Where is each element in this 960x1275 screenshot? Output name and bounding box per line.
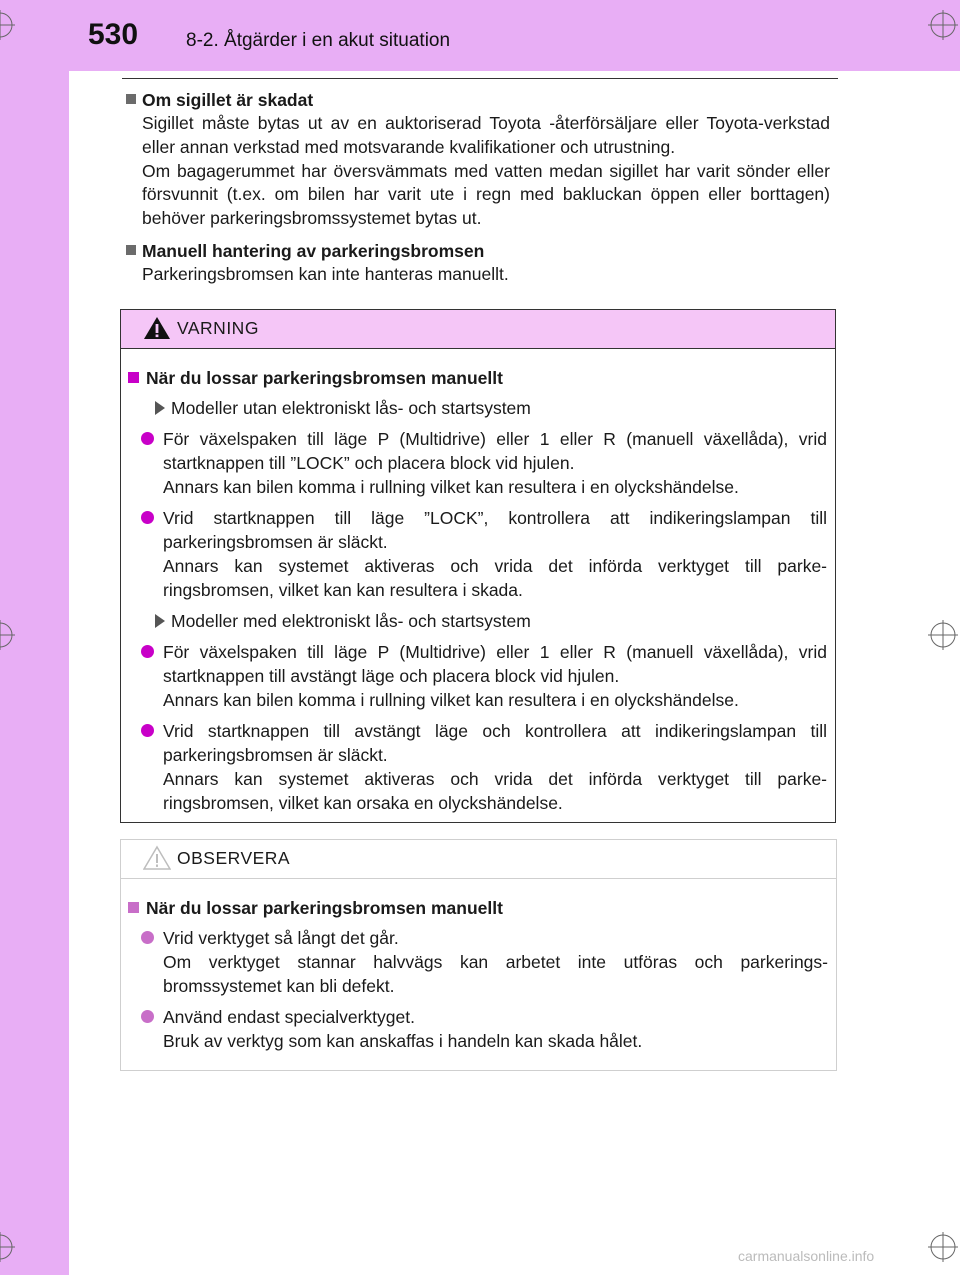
notice-title: OBSERVERA bbox=[177, 848, 291, 868]
intro-paragraph: Parkeringsbromsen kan inte hanteras manuellt. bbox=[142, 263, 509, 284]
intro-heading: Manuell hantering av parkeringsbromsen bbox=[122, 239, 838, 263]
crop-mark-icon bbox=[0, 1232, 15, 1262]
warning-bullet: För växelspaken till läge P (Multidrive) eller 1 eller R (manuell växellåda), vrid startknappen till ”LOCK” och placera block vid hjulen. Annars kan bilen komma i rullning vilket kan resultera i en olyckshändelse. bbox=[141, 427, 827, 499]
notice-heading: När du lossar parkeringsbromsen manuellt bbox=[121, 896, 828, 920]
model-label: Modeller utan elektroniskt lås- och startsystem bbox=[155, 396, 827, 420]
square-bullet-icon bbox=[126, 94, 136, 104]
caution-triangle-icon bbox=[143, 845, 171, 871]
crop-mark-icon bbox=[0, 620, 15, 650]
notice-bullet: Använd endast specialverktyget. Bruk av verktyg som kan anskaffas i handeln kan skada hålet. bbox=[141, 1005, 828, 1053]
warning-bullet: Vrid startknappen till avstängt läge och kontrollera att indikeringslampan till parkeringsbromsen är släckt. Annars kan systemet aktiveras och vrida det införda verktyget till parke-ringsbromsen, vilket kan orsaka en olyckshändelse. bbox=[141, 719, 827, 815]
top-color-band bbox=[0, 0, 960, 71]
arrow-right-icon bbox=[155, 614, 165, 628]
crop-mark-icon bbox=[928, 620, 958, 650]
crop-mark-icon bbox=[0, 10, 15, 40]
intro-paragraph: Om bagagerummet har översvämmats med vatten medan sigillet har varit sönder eller försvunnit (t.ex. om bilen har varit ute i regn med bakluckan öppen eller borttagen) behöver parkeringsbromssystemet bytas ut. bbox=[142, 160, 830, 229]
page-number: 530 bbox=[88, 18, 139, 51]
section-title: 8-2. Åtgärder i en akut situation bbox=[186, 30, 451, 51]
square-bullet-icon bbox=[128, 902, 139, 913]
warning-box bbox=[120, 309, 836, 823]
intro-section bbox=[122, 88, 838, 287]
warning-triangle-icon bbox=[143, 315, 171, 341]
warning-title: VARNING bbox=[177, 318, 259, 338]
footer-watermark: carmanualsonline.info bbox=[738, 1248, 875, 1264]
header-rule bbox=[122, 78, 838, 79]
warning-bullet: För växelspaken till läge P (Multidrive) eller 1 eller R (manuell växellåda), vrid startknappen till avstängt läge och placera block vid hjulen. Annars kan bilen komma i rullning vilket kan resultera i en olyckshändelse. bbox=[141, 640, 827, 712]
crop-mark-icon bbox=[928, 10, 958, 40]
model-label: Modeller med elektroniskt lås- och startsystem bbox=[155, 609, 827, 633]
crop-mark-icon bbox=[928, 1232, 958, 1262]
arrow-right-icon bbox=[155, 401, 165, 415]
warning-header bbox=[121, 310, 835, 349]
bullet-dot-icon bbox=[141, 1010, 154, 1023]
intro-paragraph: Sigillet måste bytas ut av en auktoriserad Toyota -återförsäljare eller Toyota-verkstad eller annan verkstad med motsvarande kvalifikationer och utrustning. bbox=[142, 113, 830, 157]
square-bullet-icon bbox=[126, 245, 136, 255]
notice-header bbox=[121, 840, 836, 879]
intro-heading: Om sigillet är skadat bbox=[122, 88, 838, 112]
warning-heading: När du lossar parkeringsbromsen manuellt bbox=[121, 366, 827, 390]
bullet-dot-icon bbox=[141, 931, 154, 944]
bullet-dot-icon bbox=[141, 724, 154, 737]
bullet-dot-icon bbox=[141, 432, 154, 445]
square-bullet-icon bbox=[128, 372, 139, 383]
notice-bullet: Vrid verktyget så långt det går. Om verktyget stannar halvvägs kan arbetet inte utföras och parkerings-bromssystemet kan bli defekt. bbox=[141, 926, 828, 998]
bullet-dot-icon bbox=[141, 645, 154, 658]
notice-box bbox=[120, 839, 837, 1071]
warning-bullet: Vrid startknappen till läge ”LOCK”, kontrollera att indikeringslampan till parkeringsbromsen är släckt. Annars kan systemet aktiveras och vrida det införda verktyget till parke-ringsbromsen, vilket kan kan resultera i skada. bbox=[141, 506, 827, 602]
bullet-dot-icon bbox=[141, 511, 154, 524]
